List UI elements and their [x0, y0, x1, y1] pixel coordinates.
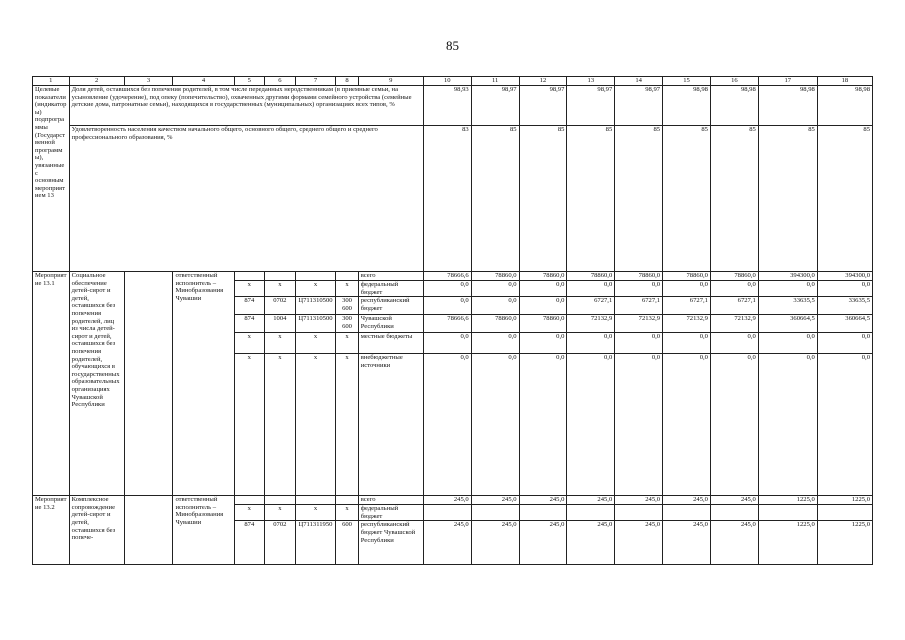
funding-value: 0,0 — [519, 333, 567, 354]
funding-source: всего — [358, 496, 423, 505]
expense-type-code — [336, 496, 358, 505]
funding-value: 78666,6 — [423, 315, 471, 333]
funding-value: 245,0 — [663, 496, 711, 505]
indicator-value: 98,97 — [615, 86, 663, 126]
event-code: Мероприятие 13.2 — [33, 496, 70, 565]
funding-value: 245,0 — [710, 496, 758, 505]
funding-value: 6727,1 — [567, 297, 615, 315]
target-article-code: Ц711310500 — [295, 315, 336, 333]
funding-value: 6727,1 — [663, 297, 711, 315]
col-header: 13 — [567, 77, 615, 86]
funding-value: 78860,0 — [519, 315, 567, 333]
expense-type-code: 300 600 — [336, 297, 358, 315]
funding-value: 1225,0 — [817, 521, 872, 565]
funding-value: 0,0 — [471, 333, 519, 354]
col-header: 15 — [663, 77, 711, 86]
col-header: 9 — [358, 77, 423, 86]
funding-value — [519, 505, 567, 521]
funding-value: 360664,5 — [758, 315, 817, 333]
col-header: 11 — [471, 77, 519, 86]
funding-source: всего — [358, 272, 423, 281]
section-code: 0702 — [265, 521, 296, 565]
event-code: Мероприятие 13.1 — [33, 272, 70, 496]
indicator-value: 85 — [817, 126, 872, 272]
funding-value: 0,0 — [615, 354, 663, 496]
funding-value: 0,0 — [519, 354, 567, 496]
target-article-code: x — [295, 354, 336, 496]
indicator-value: 85 — [471, 126, 519, 272]
grbs-code: 874 — [234, 521, 265, 565]
section-code: 0702 — [265, 297, 296, 315]
col-header: 17 — [758, 77, 817, 86]
col-header: 18 — [817, 77, 872, 86]
funding-value — [663, 505, 711, 521]
indicator-value: 85 — [567, 126, 615, 272]
funding-value: 0,0 — [710, 354, 758, 496]
expense-type-code: 300 600 — [336, 315, 358, 333]
col-header: 12 — [519, 77, 567, 86]
funding-value — [758, 505, 817, 521]
funding-value: 6727,1 — [615, 297, 663, 315]
funding-value: 0,0 — [615, 333, 663, 354]
funding-value — [423, 505, 471, 521]
event-name: Социальное обеспечение детей-сирот и детей, оставшихся без попечения родителей, лиц из числа детей-сирот и детей, оставшихся без попечения родителей, обучающихся в государственных образовательных организациях Чувашской Республики — [69, 272, 124, 496]
indicator-row — [33, 126, 873, 272]
col-header: 7 — [295, 77, 336, 86]
funding-value — [615, 505, 663, 521]
funding-value: 0,0 — [567, 333, 615, 354]
funding-value: 245,0 — [519, 521, 567, 565]
funding-value: 0,0 — [471, 354, 519, 496]
funding-value: 245,0 — [471, 521, 519, 565]
funding-value: 0,0 — [663, 354, 711, 496]
funding-value: 78666,6 — [423, 272, 471, 281]
expense-type-code: x — [336, 354, 358, 496]
funding-value: 0,0 — [710, 281, 758, 297]
section-code: x — [265, 505, 296, 521]
expense-type-code: x — [336, 333, 358, 354]
funding-value — [471, 505, 519, 521]
target-article-code — [295, 272, 336, 281]
indicator-value: 98,98 — [817, 86, 872, 126]
funding-value: 78860,0 — [710, 272, 758, 281]
indicator-value: 98,98 — [758, 86, 817, 126]
funding-value: 78860,0 — [663, 272, 711, 281]
section-code: x — [265, 354, 296, 496]
indicator-value: 85 — [758, 126, 817, 272]
funding-value: 78860,0 — [519, 272, 567, 281]
funding-value: 245,0 — [615, 496, 663, 505]
section-code: 1004 — [265, 315, 296, 333]
grbs-code — [234, 272, 265, 281]
funding-value: 33635,5 — [817, 297, 872, 315]
section-code — [265, 272, 296, 281]
funding-value: 245,0 — [519, 496, 567, 505]
funding-value: 0,0 — [423, 333, 471, 354]
indicator-text: Удовлетворенность населения качеством начального общего, основного общего, среднего общего и среднего профессионального образования, % — [69, 126, 423, 272]
grbs-code — [234, 496, 265, 505]
event-name: Комплексное сопровождение детей-сирот и детей, оставшихся без попече- — [69, 496, 124, 565]
empty-cell — [124, 496, 173, 565]
funding-value: 394300,0 — [817, 272, 872, 281]
grbs-code: 874 — [234, 297, 265, 315]
funding-value: 394300,0 — [758, 272, 817, 281]
expense-type-code — [336, 272, 358, 281]
grbs-code: x — [234, 333, 265, 354]
col-header: 10 — [423, 77, 471, 86]
funding-value: 72132,9 — [663, 315, 711, 333]
funding-source: республиканский бюджет — [358, 297, 423, 315]
col-header: 14 — [615, 77, 663, 86]
col-header: 8 — [336, 77, 358, 86]
funding-value: 245,0 — [615, 521, 663, 565]
funding-value: 78860,0 — [471, 272, 519, 281]
funding-value — [710, 505, 758, 521]
funding-value: 0,0 — [423, 281, 471, 297]
target-article-code: x — [295, 333, 336, 354]
target-article-code: Ц711311950 — [295, 521, 336, 565]
funding-value: 245,0 — [567, 496, 615, 505]
funding-source: республиканский бюджет Чувашской Республики — [358, 521, 423, 565]
funding-source: местные бюджеты — [358, 333, 423, 354]
indicator-row — [33, 86, 873, 126]
funding-value: 0,0 — [758, 281, 817, 297]
indicators-label: Целевые показатели (индикаторы) подпрограммы (Государственной программы), увязанные с основным мероприятием 13 — [33, 86, 70, 272]
indicator-value: 98,97 — [519, 86, 567, 126]
target-article-code: Ц711310500 — [295, 297, 336, 315]
indicator-value: 85 — [615, 126, 663, 272]
funding-value: 0,0 — [710, 333, 758, 354]
grbs-code: x — [234, 505, 265, 521]
target-article-code: x — [295, 505, 336, 521]
funding-value: 360664,5 — [817, 315, 872, 333]
funding-value: 0,0 — [615, 281, 663, 297]
funding-value: 0,0 — [519, 281, 567, 297]
funding-value: 0,0 — [567, 354, 615, 496]
grbs-code: x — [234, 354, 265, 496]
funding-value: 0,0 — [817, 354, 872, 496]
funding-value: 0,0 — [758, 354, 817, 496]
expense-type-code: x — [336, 281, 358, 297]
indicator-text: Доля детей, оставшихся без попечения родителей, в том числе переданных неродственникам (в приемные семьи, на усыновление (удочерение), под опеку (попечительство), охваченных другими формами семейного устройства (семейные детские дома, патронатные семьи), находящихся в государственных (муниципальных) организациях всех типов, % — [69, 86, 423, 126]
funding-value: 6727,1 — [710, 297, 758, 315]
col-header: 3 — [124, 77, 173, 86]
col-header: 1 — [33, 77, 70, 86]
funding-value: 0,0 — [817, 281, 872, 297]
header-row — [33, 77, 873, 86]
indicator-value: 83 — [423, 126, 471, 272]
funding-value: 0,0 — [758, 333, 817, 354]
section-code: x — [265, 281, 296, 297]
funding-value: 0,0 — [567, 281, 615, 297]
funding-value: 245,0 — [567, 521, 615, 565]
section-code: x — [265, 333, 296, 354]
col-header: 2 — [69, 77, 124, 86]
funding-source: федеральный бюджет — [358, 281, 423, 297]
funding-value: 1225,0 — [758, 521, 817, 565]
indicator-value: 85 — [519, 126, 567, 272]
expense-type-code: 600 — [336, 521, 358, 565]
indicator-value: 85 — [710, 126, 758, 272]
funding-value: 245,0 — [663, 521, 711, 565]
funding-value: 78860,0 — [471, 315, 519, 333]
funding-value: 72132,9 — [615, 315, 663, 333]
funding-source: внебюджетные источники — [358, 354, 423, 496]
funding-source: Чувашской Республики — [358, 315, 423, 333]
indicator-value: 98,93 — [423, 86, 471, 126]
col-header: 16 — [710, 77, 758, 86]
funding-value: 245,0 — [423, 496, 471, 505]
funding-value: 0,0 — [519, 297, 567, 315]
section-code — [265, 496, 296, 505]
funding-value: 0,0 — [423, 354, 471, 496]
indicator-value: 98,97 — [471, 86, 519, 126]
indicator-value: 98,97 — [567, 86, 615, 126]
funding-value: 72132,9 — [567, 315, 615, 333]
funding-value — [567, 505, 615, 521]
grbs-code: 874 — [234, 315, 265, 333]
funding-value — [817, 505, 872, 521]
target-article-code: x — [295, 281, 336, 297]
funding-value: 1225,0 — [817, 496, 872, 505]
funding-value: 72132,9 — [710, 315, 758, 333]
funding-value: 0,0 — [663, 281, 711, 297]
program-table — [32, 76, 873, 565]
funding-value: 0,0 — [471, 281, 519, 297]
funding-value: 1225,0 — [758, 496, 817, 505]
expense-type-code: x — [336, 505, 358, 521]
funding-value: 78860,0 — [615, 272, 663, 281]
funding-value: 0,0 — [663, 333, 711, 354]
col-header: 5 — [234, 77, 265, 86]
funding-row — [33, 496, 873, 505]
col-header: 6 — [265, 77, 296, 86]
empty-cell — [124, 272, 173, 496]
funding-value: 245,0 — [423, 521, 471, 565]
funding-value: 33635,5 — [758, 297, 817, 315]
target-article-code — [295, 496, 336, 505]
funding-value: 0,0 — [471, 297, 519, 315]
indicator-value: 98,98 — [663, 86, 711, 126]
grbs-code: x — [234, 281, 265, 297]
funding-value: 0,0 — [817, 333, 872, 354]
indicator-value: 98,98 — [710, 86, 758, 126]
indicator-value: 85 — [663, 126, 711, 272]
funding-row — [33, 272, 873, 281]
event-executor: ответственный исполнитель – Минобразования Чувашии — [173, 496, 234, 565]
funding-value: 245,0 — [710, 521, 758, 565]
funding-value: 78860,0 — [567, 272, 615, 281]
funding-value: 245,0 — [471, 496, 519, 505]
event-executor: ответственный исполнитель – Минобразования Чувашии — [173, 272, 234, 496]
page-number: 85 — [446, 38, 459, 53]
funding-source: федеральный бюджет — [358, 505, 423, 521]
funding-value: 0,0 — [423, 297, 471, 315]
col-header: 4 — [173, 77, 234, 86]
